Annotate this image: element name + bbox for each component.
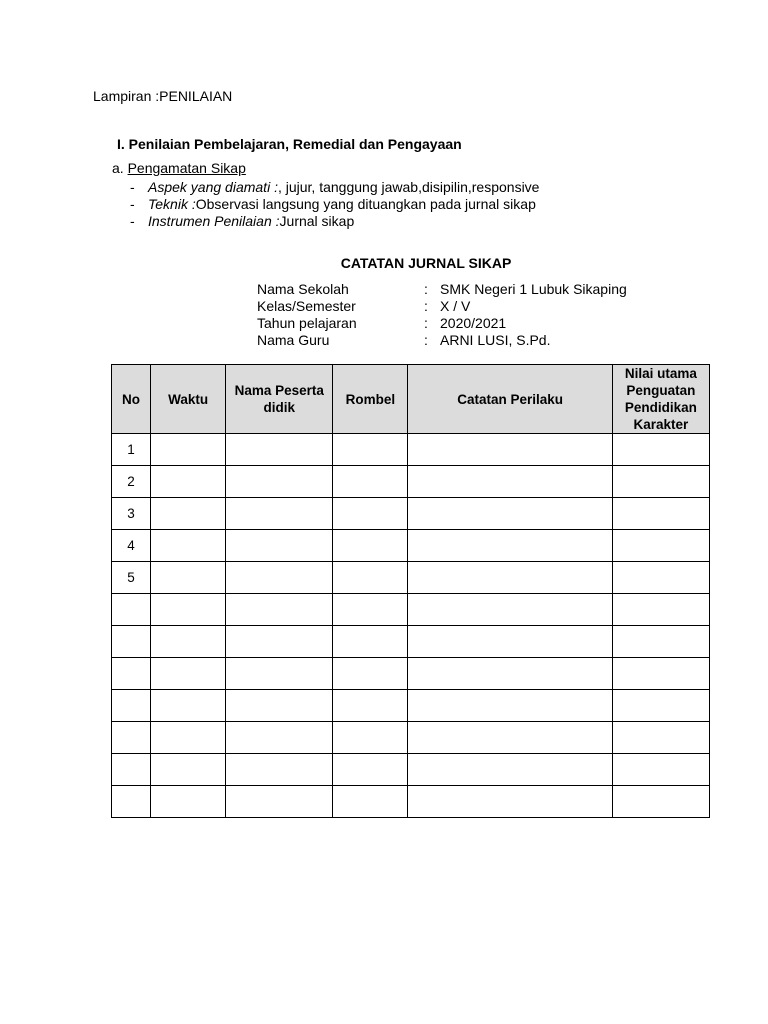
cell-nilai bbox=[612, 722, 709, 754]
cell-nama bbox=[226, 786, 333, 818]
cell-nama bbox=[226, 626, 333, 658]
cell-rombel bbox=[333, 434, 408, 466]
table-row bbox=[112, 786, 710, 818]
cell-rombel bbox=[333, 466, 408, 498]
bullet-label: Teknik : bbox=[148, 196, 196, 212]
cell-rombel bbox=[333, 658, 408, 690]
cell-nilai bbox=[612, 626, 709, 658]
bullet-text: Observasi langsung yang dituangkan pada jurnal sikap bbox=[195, 196, 536, 212]
table-body bbox=[112, 434, 710, 818]
bullet-label: Instrumen Penilaian : bbox=[148, 213, 280, 229]
bullet-dash: - bbox=[130, 213, 135, 229]
table-row bbox=[112, 594, 710, 626]
cell-catatan bbox=[408, 594, 612, 626]
cell-rombel bbox=[333, 626, 408, 658]
cell-nama bbox=[226, 530, 333, 562]
cell-catatan bbox=[408, 626, 612, 658]
cell-no bbox=[112, 626, 151, 658]
cell-waktu bbox=[151, 498, 226, 530]
cell-nilai bbox=[612, 466, 709, 498]
table-row bbox=[112, 626, 710, 658]
cell-rombel bbox=[333, 786, 408, 818]
cell-catatan bbox=[408, 466, 612, 498]
bullet-text: , jujur, tanggung jawab,disipilin,responsive bbox=[277, 179, 540, 195]
cell-catatan bbox=[408, 754, 612, 786]
cell-no: 1 bbox=[112, 434, 151, 466]
cell-no: 3 bbox=[112, 498, 151, 530]
header-no: No bbox=[112, 365, 151, 434]
cell-no bbox=[112, 786, 151, 818]
bullet-teknik bbox=[148, 196, 536, 212]
cell-waktu bbox=[151, 562, 226, 594]
table-row bbox=[112, 434, 710, 466]
table-row bbox=[112, 690, 710, 722]
cell-rombel bbox=[333, 722, 408, 754]
cell-nama bbox=[226, 466, 333, 498]
info-label: Nama Sekolah bbox=[257, 281, 349, 297]
cell-catatan bbox=[408, 786, 612, 818]
cell-nama bbox=[226, 722, 333, 754]
cell-catatan bbox=[408, 530, 612, 562]
cell-catatan bbox=[408, 658, 612, 690]
cell-catatan bbox=[408, 722, 612, 754]
cell-nilai bbox=[612, 658, 709, 690]
info-colon: : bbox=[424, 281, 428, 297]
cell-no bbox=[112, 754, 151, 786]
cell-waktu bbox=[151, 594, 226, 626]
journal-table bbox=[111, 364, 710, 818]
cell-catatan bbox=[408, 434, 612, 466]
cell-catatan bbox=[408, 498, 612, 530]
cell-nilai bbox=[612, 690, 709, 722]
table-row bbox=[112, 754, 710, 786]
info-value: SMK Negeri 1 Lubuk Sikaping bbox=[440, 281, 627, 297]
journal-title: CATATAN JURNAL SIKAP bbox=[340, 255, 512, 271]
cell-waktu bbox=[151, 434, 226, 466]
cell-nilai bbox=[612, 434, 709, 466]
cell-nama bbox=[226, 658, 333, 690]
header-rombel: Rombel bbox=[333, 365, 408, 434]
lampiran-heading: Lampiran :PENILAIAN bbox=[93, 88, 233, 104]
bullet-label: Aspek yang diamati : bbox=[148, 179, 278, 195]
cell-nilai bbox=[612, 754, 709, 786]
info-label: Nama Guru bbox=[257, 332, 330, 348]
cell-nama bbox=[226, 562, 333, 594]
cell-no: 2 bbox=[112, 466, 151, 498]
cell-waktu bbox=[151, 626, 226, 658]
info-label: Tahun pelajaran bbox=[257, 315, 357, 331]
cell-rombel bbox=[333, 498, 408, 530]
cell-no bbox=[112, 658, 151, 690]
cell-nama bbox=[226, 498, 333, 530]
table-row bbox=[112, 562, 710, 594]
cell-nilai bbox=[612, 594, 709, 626]
info-value: 2020/2021 bbox=[440, 315, 507, 331]
info-value: ARNI LUSI, S.Pd. bbox=[440, 332, 551, 348]
cell-nilai bbox=[612, 562, 709, 594]
cell-no bbox=[112, 722, 151, 754]
header-nama-peserta: Nama Peserta didik bbox=[226, 365, 333, 434]
cell-nilai bbox=[612, 530, 709, 562]
cell-nama bbox=[226, 754, 333, 786]
cell-no bbox=[112, 594, 151, 626]
cell-rombel bbox=[333, 594, 408, 626]
table-row bbox=[112, 530, 710, 562]
cell-nilai bbox=[612, 786, 709, 818]
section-title: I. Penilaian Pembelajaran, Remedial dan Pengayaan bbox=[117, 136, 462, 152]
cell-nama bbox=[226, 690, 333, 722]
header-waktu: Waktu bbox=[151, 365, 226, 434]
cell-nama bbox=[226, 594, 333, 626]
cell-waktu bbox=[151, 466, 226, 498]
info-colon: : bbox=[424, 298, 428, 314]
table-row bbox=[112, 466, 710, 498]
cell-waktu bbox=[151, 690, 226, 722]
cell-no: 5 bbox=[112, 562, 151, 594]
bullet-instrumen bbox=[148, 213, 354, 229]
cell-waktu bbox=[151, 530, 226, 562]
table-row bbox=[112, 658, 710, 690]
table-row bbox=[112, 722, 710, 754]
cell-no bbox=[112, 690, 151, 722]
header-catatan-perilaku: Catatan Perilaku bbox=[408, 365, 612, 434]
bullet-dash: - bbox=[130, 179, 135, 195]
info-label: Kelas/Semester bbox=[257, 298, 356, 314]
cell-rombel bbox=[333, 530, 408, 562]
bullet-text: Jurnal sikap bbox=[279, 213, 355, 229]
cell-waktu bbox=[151, 754, 226, 786]
cell-waktu bbox=[151, 722, 226, 754]
table-header-row bbox=[112, 365, 710, 434]
cell-no: 4 bbox=[112, 530, 151, 562]
info-colon: : bbox=[424, 332, 428, 348]
info-colon: : bbox=[424, 315, 428, 331]
cell-nilai bbox=[612, 498, 709, 530]
subsection-heading bbox=[112, 160, 246, 176]
cell-waktu bbox=[151, 786, 226, 818]
cell-catatan bbox=[408, 690, 612, 722]
info-value: X / V bbox=[440, 298, 471, 314]
header-nilai-utama: Nilai utama Penguatan Pendidikan Karakter bbox=[612, 365, 709, 434]
table-row bbox=[112, 498, 710, 530]
bullet-aspek bbox=[148, 179, 539, 195]
cell-rombel bbox=[333, 754, 408, 786]
cell-catatan bbox=[408, 562, 612, 594]
cell-rombel bbox=[333, 690, 408, 722]
subsection-prefix: a. bbox=[112, 160, 128, 176]
subsection-title: Pengamatan Sikap bbox=[127, 160, 246, 176]
cell-rombel bbox=[333, 562, 408, 594]
bullet-dash: - bbox=[130, 196, 135, 212]
cell-waktu bbox=[151, 658, 226, 690]
cell-nama bbox=[226, 434, 333, 466]
